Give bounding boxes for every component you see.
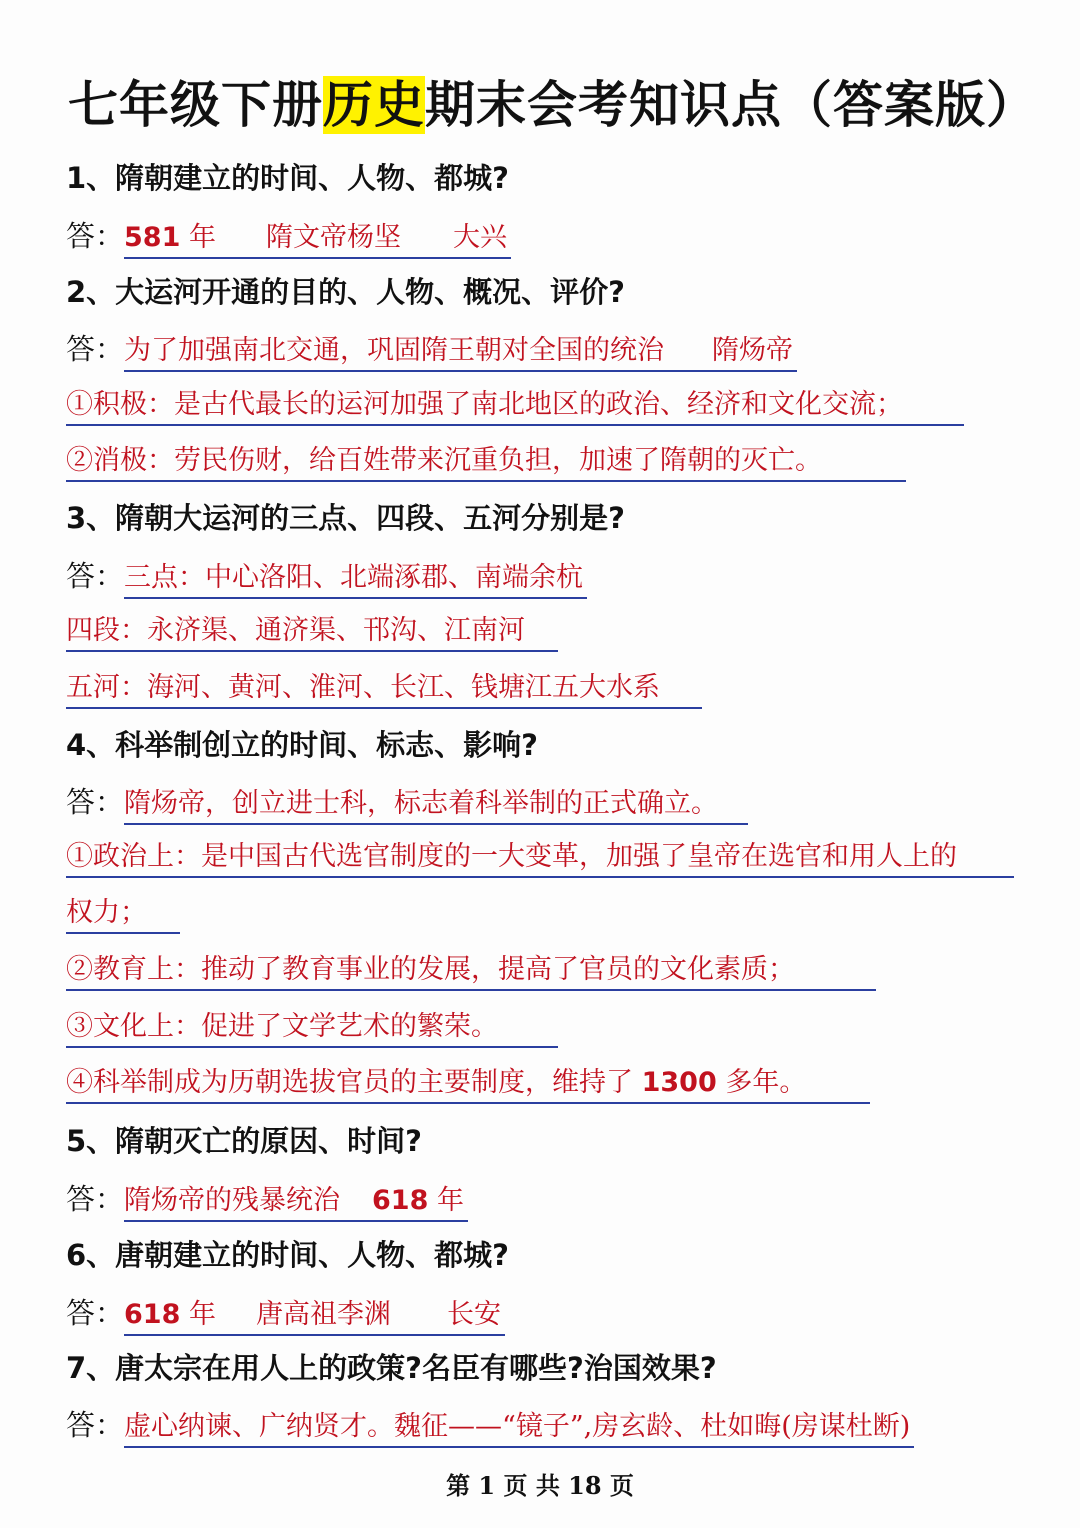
answer-4-impact-1: ①政治上：是中国古代选官制度的一大变革，加强了皇帝在选官和用人上的	[66, 838, 1014, 878]
title-highlight: 历史	[323, 76, 425, 134]
answer-4-impact-4: ④科举制成为历朝选拔官员的主要制度，维持了 1300 多年。	[66, 1064, 870, 1104]
answer-4-impact-1-cont: 权力；	[66, 894, 180, 934]
answer-2-negative: ②消极：劳民伤财，给百姓带来沉重负担，加速了隋朝的灭亡。	[66, 442, 906, 482]
answer-5	[66, 1179, 468, 1222]
answer-6	[66, 1293, 505, 1336]
answer-4-underlined: 隋炀帝，创立进士科，标志着科举制的正式确立。	[124, 785, 748, 825]
question-2: 2、大运河开通的目的、人物、概况、评价?	[66, 275, 626, 309]
answer-4-impact-3: ③文化上：促进了文学艺术的繁荣。	[66, 1008, 558, 1048]
answer-4-impact-2: ②教育上：推动了教育事业的发展，提高了官员的文化素质；	[66, 951, 876, 991]
question-7: 7、唐太宗在用人上的政策?名臣有哪些?治国效果?	[66, 1351, 717, 1385]
answer-3	[66, 556, 587, 599]
answer-3-sections: 四段：永济渠、通济渠、邗沟、江南河	[66, 612, 558, 652]
question-4: 4、科举制创立的时间、标志、影响?	[66, 728, 539, 762]
answer-label: 答：	[66, 1182, 125, 1216]
answer-label: 答：	[66, 219, 125, 253]
answer-label: 答：	[66, 1296, 125, 1330]
answer-7-underlined: 虚心纳谏、广纳贤才。魏征——“镜子”,房玄龄、杜如晦(房谋杜断)	[124, 1408, 914, 1448]
answer-label: 答：	[66, 559, 125, 593]
answer-2-underlined: 为了加强南北交通，巩固隋王朝对全国的统治 隋炀帝	[124, 332, 797, 372]
answer-2-positive: ①积极：是古代最长的运河加强了南北地区的政治、经济和文化交流；	[66, 386, 964, 426]
question-1: 1、隋朝建立的时间、人物、都城?	[66, 161, 510, 195]
question-6: 6、唐朝建立的时间、人物、都城?	[66, 1238, 510, 1272]
answer-label: 答：	[66, 332, 125, 366]
answer-7	[66, 1405, 914, 1448]
answer-6-underlined: 618 年 唐高祖李渊 长安	[124, 1296, 505, 1336]
answer-1	[66, 216, 511, 259]
question-5: 5、隋朝灭亡的原因、时间?	[66, 1124, 423, 1158]
answer-4	[66, 782, 748, 825]
answer-3-rivers: 五河：海河、黄河、淮河、长江、钱塘江五大水系	[66, 669, 702, 709]
answer-1-underlined: 581 年 隋文帝杨坚 大兴	[124, 219, 511, 259]
answer-3-points: 三点：中心洛阳、北端涿郡、南端余杭	[124, 559, 587, 599]
page-title: 七年级下册历史期末会考知识点（答案版）	[68, 76, 1037, 134]
question-3: 3、隋朝大运河的三点、四段、五河分别是?	[66, 501, 626, 535]
answer-label: 答：	[66, 1408, 125, 1442]
answer-label: 答：	[66, 785, 125, 819]
answer-5-underlined: 隋炀帝的残暴统治 618 年	[124, 1182, 468, 1222]
page-footer: 第 1 页 共 18 页	[446, 1471, 634, 1500]
answer-2	[66, 329, 797, 372]
